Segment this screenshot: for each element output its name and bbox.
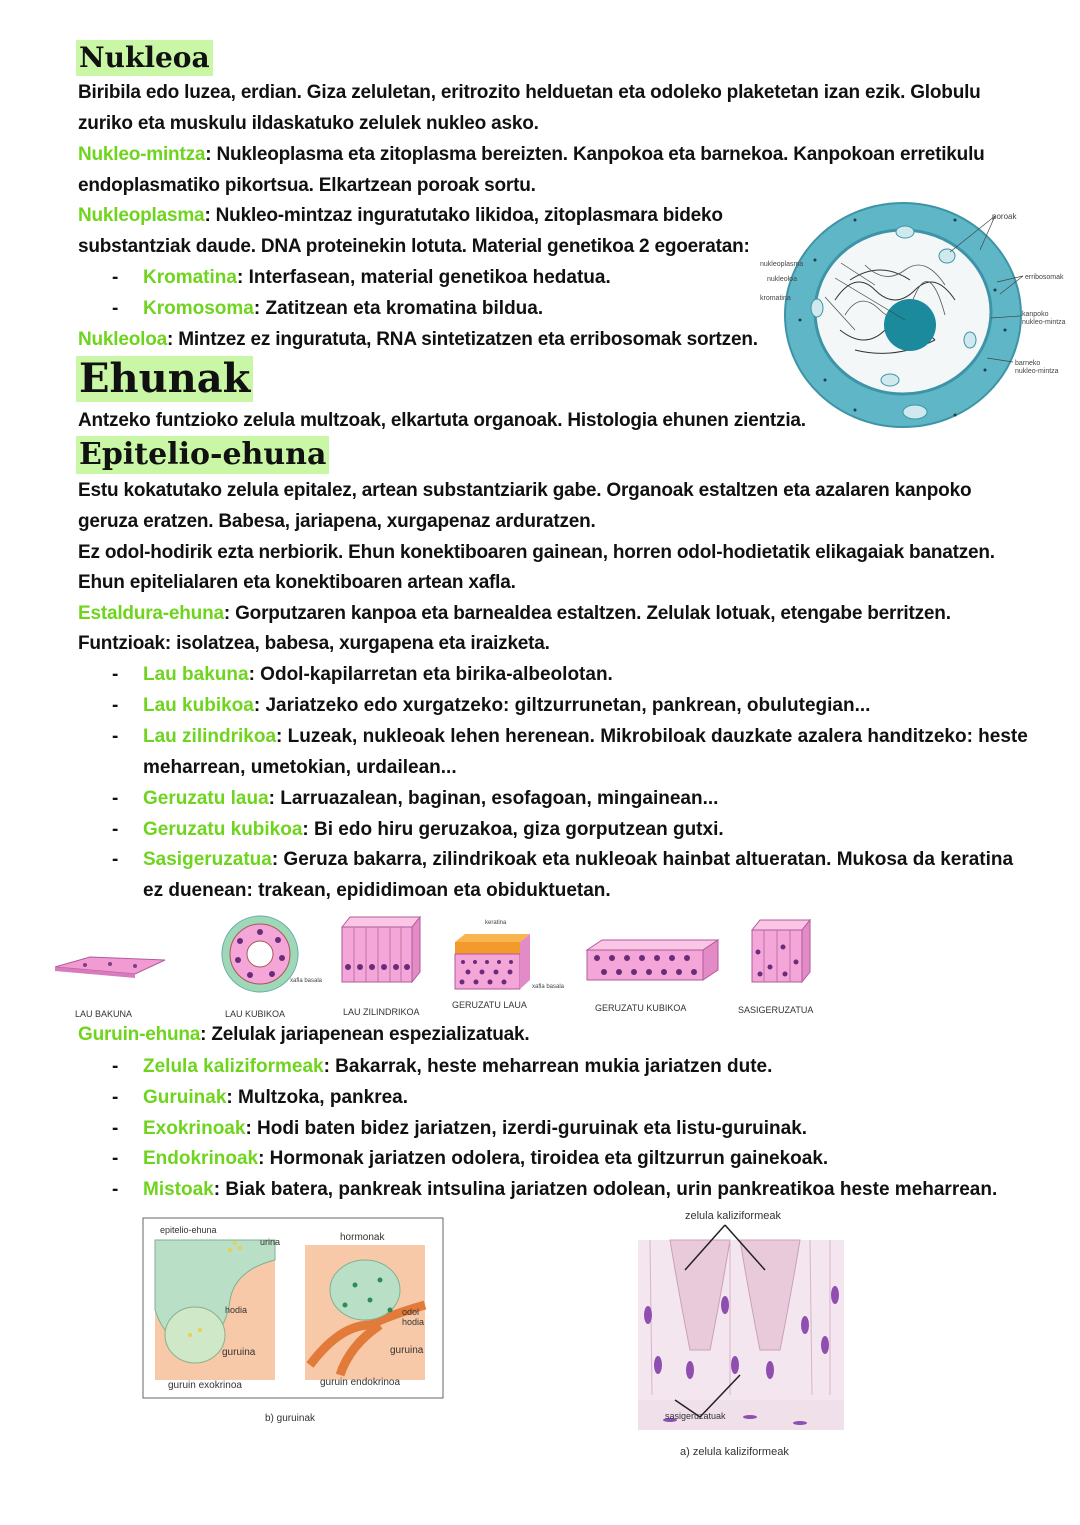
paragraph: endoplasmatiko pikortsua. Elkartzean poroak sortu. (78, 175, 536, 196)
paragraph: zuriko eta muskulu ildaskatuko zelulek nukleo asko. (78, 113, 539, 134)
term-text: : Luzeak, nukleoak lehen herenean. Mikrobiloak dauzkate azalera handitzeko: heste (276, 726, 1028, 747)
term-text: : Geruza bakarra, zilindrikoak eta nukleoak hainbat altueratan. Mukosa da keratina (271, 849, 1014, 870)
term: Nukleoplasma (78, 205, 205, 226)
figure-caption-a: a) zelula kaliziformeak (680, 1446, 789, 1458)
label-barneko: barneko (1015, 360, 1041, 367)
term-text: : Zelulak jariapenean espezializatuak. (200, 1024, 530, 1045)
term: Lau zilindrikoa (143, 726, 277, 747)
term: Kromatina (143, 267, 237, 288)
section-title-nukleoa: Nukleoa (76, 40, 213, 76)
figure-label-lau-zilindrikoa: LAU ZILINDRIKOA (343, 1007, 420, 1017)
label-hormonak: hormonak (340, 1232, 385, 1243)
label-kanpoko-mintza: nukleo-mintza (1022, 319, 1066, 326)
label-odol: odol (402, 1307, 420, 1317)
glands-figure (140, 1215, 450, 1430)
epithelium-types-figure (50, 912, 840, 1022)
term: Geruzatu kubikoa (143, 819, 303, 840)
label-hodia: hodia (225, 1305, 248, 1315)
list-item: - Lau zilindrikoa: Luzeak, nukleoak lehen herenean. Mikrobiloak dauzkate azalera handitzeko: heste (112, 726, 1028, 747)
paragraph: Antzeko funtzioko zelula multzoak, elkartuta organoak. Histologia ehunen zientzia. (78, 410, 806, 431)
label-nukleoplasma: nukleoplasma (760, 261, 804, 268)
section-title-epitelio: Epitelio-ehuna (76, 436, 329, 474)
term-text: : Nukleoplasma eta zitoplasma bereizten. Kanpokoa eta barnekoa. Kanpokoan erretikulu (205, 144, 985, 165)
label-sasigeruzatuak: sasigeruzatuak (665, 1411, 726, 1421)
paragraph: Funtzioak: isolatzea, babesa, xurgapena eta iraizketa. (78, 633, 550, 654)
paragraph (78, 200, 723, 231)
list-item: - Lau bakuna: Odol-kapilarretan eta birika-albeolotan. (112, 664, 613, 685)
xafla-label-1: xafla basala (290, 978, 323, 984)
term: Zelula kaliziformeak (143, 1056, 324, 1077)
term-text: : Zatitzean eta kromatina bildua. (253, 298, 544, 319)
list-item: - Sasigeruzatua: Geruza bakarra, zilindrikoak eta nukleoak hainbat altueratan. Mukosa da keratina (112, 849, 1014, 870)
term-text: : Multzoka, pankrea. (226, 1087, 409, 1108)
term: Mistoak (143, 1179, 214, 1200)
figure-label-geruzatu-kubikoa: GERUZATU KUBIKOA (595, 1003, 687, 1013)
list-item: - Guruinak: Multzoka, pankrea. (112, 1087, 409, 1108)
paragraph: Ehun epitelialaren eta konektiboaren artean xafla. (78, 572, 516, 593)
label-nukleoloa: nukleoloa (767, 276, 797, 283)
term-text: : Nukleo-mintzaz inguratutako likidoa, zitoplasmara bideko (204, 205, 723, 226)
list-item-cont: meharrean, umetokian, urdailean... (143, 757, 457, 778)
figure-caption-b: b) guruinak (265, 1413, 316, 1424)
nucleus-diagram (755, 190, 1077, 440)
term-text: : Mintzez ez inguratuta, RNA sintetizatzen eta erribosomak sortzen. (167, 329, 758, 350)
term-text: : Bi edo hiru geruzakoa, giza gorputzean gutxi. (302, 819, 724, 840)
label-guruin-exokrinoa: guruin exokrinoa (168, 1380, 242, 1391)
term: Endokrinoak (143, 1148, 259, 1169)
list-item: - Exokrinoak: Hodi baten bidez jariatzen, izerdi-guruinak eta listu-guruinak. (112, 1118, 808, 1139)
label-hodia-2: hodia (402, 1317, 425, 1327)
paragraph (78, 324, 758, 355)
paragraph: Biribila edo luzea, erdian. Giza zeluletan, eritrozito helduetan eta odoleko plaketetan izan ezik. Globulu (78, 82, 981, 103)
term-text: : Bakarrak, heste meharrean mukia jariatzen dute. (323, 1056, 773, 1077)
list-item: - Geruzatu kubikoa: Bi edo hiru geruzakoa, giza gorputzean gutxi. (112, 819, 724, 840)
list-item-cont: ez duenean: trakean, epididimoan eta obiduktuetan. (143, 880, 611, 901)
label-guruin-endokrinoa: guruin endokrinoa (320, 1377, 401, 1388)
term: Kromosoma (143, 298, 254, 319)
list-item: - Endokrinoak: Hormonak jariatzen odolera, tiroidea eta giltzurrun gainekoak. (112, 1148, 829, 1169)
list-item: - Geruzatu laua: Larruazalean, baginan, esofagoan, mingainean... (112, 788, 719, 809)
xafla-label-2: xafla basala (532, 984, 565, 990)
term: Exokrinoak (143, 1118, 246, 1139)
label-kanpoko: kanpoko (1022, 311, 1049, 318)
paragraph (78, 598, 951, 629)
label-guruina-2: guruina (390, 1345, 424, 1356)
paragraph: geruza eratzen. Babesa, jariapena, xurgapenaz arduratzen. (78, 511, 596, 532)
term: Lau kubikoa (143, 695, 254, 716)
term: Guruin-ehuna (78, 1024, 201, 1045)
term: Guruinak (143, 1087, 227, 1108)
term: Nukleoloa (78, 329, 167, 350)
label-kromatina: kromatina (760, 295, 791, 302)
term: Sasigeruzatua (143, 849, 272, 870)
paragraph (78, 1019, 529, 1050)
term: Geruzatu laua (143, 788, 269, 809)
term: Estaldura-ehuna (78, 603, 224, 624)
list-item: - Lau kubikoa: Jariatzeko edo xurgatzeko: giltzurrunetan, pankrean, obulutegian... (112, 695, 871, 716)
label-urina: urina (260, 1237, 281, 1247)
label-barneko-mintza: nukleo-mintza (1015, 368, 1059, 375)
goblet-cells-figure (630, 1205, 860, 1465)
term: Nukleo-mintza (78, 144, 206, 165)
figure-label-geruzatu-laua: GERUZATU LAUA (452, 1000, 527, 1010)
list-item: - Zelula kaliziformeak: Bakarrak, heste meharrean mukia jariatzen dute. (112, 1056, 773, 1077)
keratina-label: keratina (485, 920, 507, 926)
figure-label-sasigeruzatua: SASIGERUZATUA (738, 1005, 814, 1015)
paragraph: Estu kokatutako zelula epitalez, artean substantziarik gabe. Organoak estaltzen eta azalaren kanpoko (78, 480, 972, 501)
term-text: : Larruazalean, baginan, esofagoan, mingainean... (268, 788, 719, 809)
term-text: : Biak batera, pankreak intsulina jariatzen odolean, urin pankreatikoa heste meharrean. (213, 1179, 998, 1200)
label-guruina: guruina (222, 1347, 256, 1358)
term-text: : Hodi baten bidez jariatzen, izerdi-guruinak eta listu-guruinak. (245, 1118, 808, 1139)
term: Lau bakuna (143, 664, 249, 685)
paragraph: Ez odol-hodirik ezta nerbiorik. Ehun konektiboaren gainean, horren odol-hodietatik elikagaiak banatzen. (78, 542, 995, 563)
section-title-ehunak: Ehunak (76, 356, 253, 402)
term-text: : Odol-kapilarretan eta birika-albeolotan. (248, 664, 613, 685)
list-item: - Mistoak: Biak batera, pankreak intsulina jariatzen odolean, urin pankreatikoa heste meharrean. (112, 1179, 998, 1200)
label-zelula-kaliziformeak: zelula kaliziformeak (685, 1210, 781, 1222)
term-text: : Hormonak jariatzen odolera, tiroidea eta giltzurrun gainekoak. (258, 1148, 829, 1169)
term-text: : Interfasean, material genetikoa hedatua. (236, 267, 611, 288)
figure-label-lau-kubikoa: LAU KUBIKOA (225, 1009, 286, 1019)
label-poroak: poroak (992, 212, 1017, 221)
paragraph: substantziak daude. DNA proteinekin lotuta. Material genetikoa 2 egoeratan: (78, 236, 750, 257)
paragraph (78, 139, 985, 170)
term-text: : Gorputzaren kanpoa eta barnealdea estaltzen. Zelulak lotuak, etengabe berritzen. (223, 603, 951, 624)
list-item: - Kromosoma: Zatitzean eta kromatina bildua. (112, 298, 544, 319)
label-epitelio-ehuna: epitelio-ehuna (160, 1225, 217, 1235)
term-text: : Jariatzeko edo xurgatzeko: giltzurrunetan, pankrean, obulutegian... (253, 695, 871, 716)
list-item: - Kromatina: Interfasean, material genetikoa hedatua. (112, 267, 611, 288)
figure-label-lau-bakuna: LAU BAKUNA (75, 1009, 133, 1019)
label-erribosomak: erribosomak (1025, 274, 1064, 281)
